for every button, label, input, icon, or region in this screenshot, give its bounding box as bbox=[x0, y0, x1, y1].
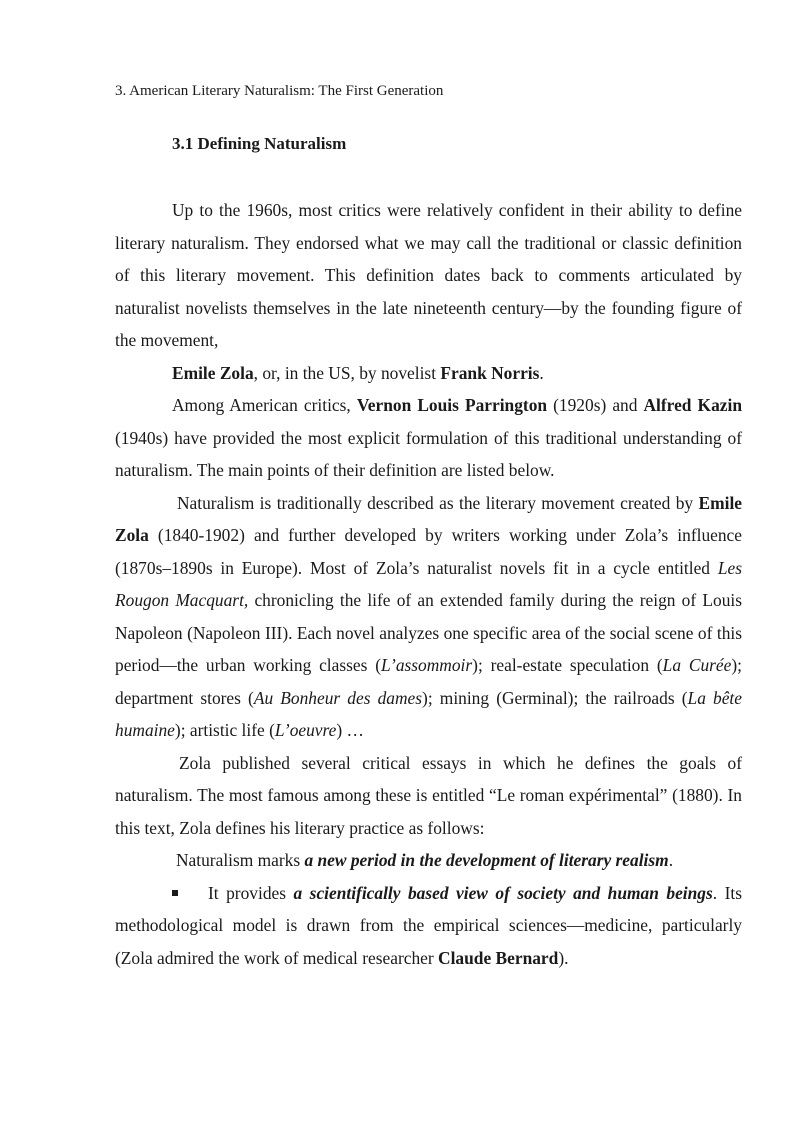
title-assommoir: L’assommoir bbox=[381, 655, 473, 675]
name-frank-norris: Frank Norris bbox=[440, 362, 540, 383]
title-oeuvre: L’oeuvre bbox=[274, 720, 337, 740]
section-heading: 3.1 Defining Naturalism bbox=[172, 134, 347, 153]
emphasis-new-period: a new period in the development of literary realism bbox=[304, 850, 669, 870]
chapter-heading: 3. American Literary Naturalism: The First Generation bbox=[115, 83, 444, 99]
name-kazin: Alfred Kazin bbox=[643, 395, 742, 415]
emphasis-scientific-view: a scientifically based view of society and human beings bbox=[293, 882, 713, 903]
paragraph-zola-cycle: Naturalism is traditionally described as the literary movement created by Emile Zola (1840-1902) and further developed by writers working under Zola’s influence (1870s–1890s in Europe). Most of Zola’s naturalist novels fit in a cycle entitled Les Rougon Macquart, chronicling the life of an extended family during the reign of Louis Napoleon (Napoleon III). Each novel analyzes one specific area of the social scene of this period—the urban working classes (L’assommoir); real-estate speculation (La Curée); department stores (Au Bonheur des dames); mining (Germinal); the railroads (La bête humaine); artistic life (L’oeuvre) … bbox=[115, 492, 742, 740]
paragraph-critics: Among American critics, Vernon Louis Parrington (1920s) and Alfred Kazin (1940s) have provided the most explicit formulation of this traditional understanding of naturalism. The main points of their definition are listed below. bbox=[115, 395, 742, 480]
name-parrington: Vernon Louis Parrington bbox=[356, 395, 548, 415]
square-bullet-icon bbox=[172, 877, 208, 910]
paragraph-essays-text: Zola published several critical essays in which he defines the goals of naturalism. The most famous among these is entitled “Le roman expérimental” (1880). In this text, Zola defines his literary practice as follows: bbox=[115, 752, 742, 838]
bullet-item-scientific: It provides a scientifically based view of society and human beings. Its methodological model is drawn from the empirical sciences—medicine, particularly (Zola admired the work of medical researcher Claude Bernard). bbox=[115, 877, 742, 975]
title-la-curee: La Curée bbox=[662, 655, 732, 675]
name-claude-bernard: Claude Bernard bbox=[438, 947, 559, 968]
paragraph-new-period: Naturalism marks a new period in the development of literary realism. bbox=[176, 850, 674, 870]
paragraph-intro bbox=[115, 194, 742, 357]
paragraph-founders: Emile Zola, or, in the US, by novelist Frank Norris. bbox=[172, 362, 544, 383]
body-text bbox=[115, 194, 742, 974]
name-emile-zola: Emile Zola bbox=[172, 362, 254, 383]
paragraph-intro-text: Up to the 1960s, most critics were relatively confident in their ability to define literary naturalism. They endorsed what we may call the traditional or classic definition of this literary movement. This definition dates back to comments articulated by naturalist novelists themselves in the late nineteenth century—by the founding figure of the movement, bbox=[115, 200, 742, 350]
title-au-bonheur: Au Bonheur des dames bbox=[253, 687, 423, 708]
title-bete-humaine: La bête humaine bbox=[115, 687, 742, 740]
name-emile-zola-2: Emile Zola bbox=[115, 492, 742, 545]
title-rougon-macquart: Les Rougon Macquart, bbox=[115, 557, 742, 610]
paragraph-essays bbox=[115, 747, 742, 845]
